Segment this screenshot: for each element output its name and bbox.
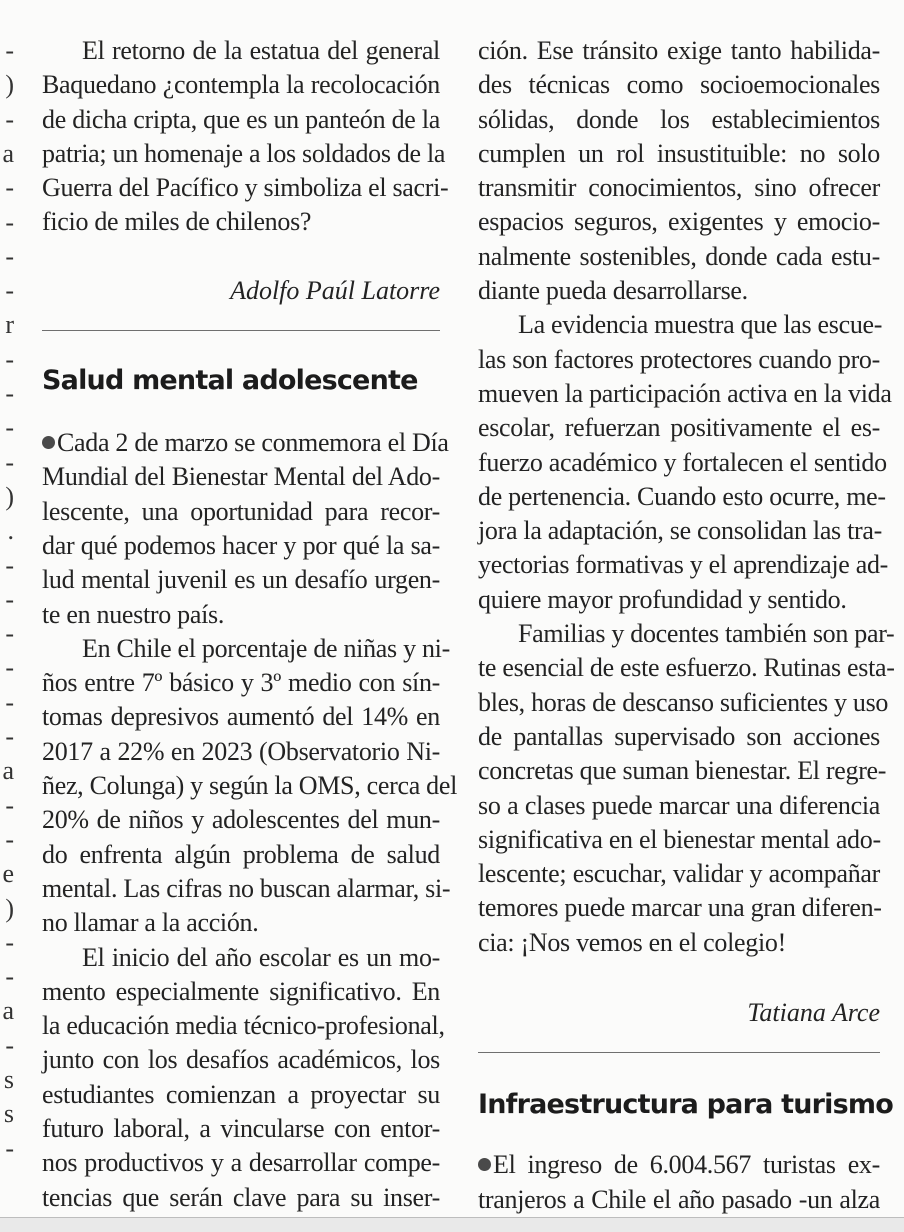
edge-fragment: -: [5, 653, 14, 683]
text-line: no llamar a la acción.: [42, 908, 259, 938]
text-line: de dicha cripta, que es un panteón de la: [42, 104, 440, 134]
text-line: de pantallas supervisado son acciones: [478, 721, 880, 751]
edge-fragment: ): [5, 893, 14, 923]
text-line: bles, horas de descanso suficientes y uso: [478, 687, 889, 717]
text-line: quiere mayor profundidad y sentido.: [478, 584, 847, 614]
text-line: nalmente sostenibles, donde cada estu-: [478, 241, 880, 271]
article-signature: Tatiana Arce: [747, 998, 880, 1028]
text-line: so a clases puede marcar una diferencia: [478, 790, 880, 820]
edge-fragment: ): [5, 70, 14, 100]
text-line: te esencial de este esfuerzo. Rutinas esta-: [478, 653, 895, 683]
edge-fragment: -: [5, 276, 14, 306]
text-line: patria; un homenaje a los soldados de la: [42, 138, 446, 168]
edge-fragment: -: [5, 344, 14, 374]
text-line: tranjeros a Chile el año pasado -un alza: [478, 1184, 880, 1214]
text-line: Mundial del Bienestar Mental del Ado-: [42, 462, 440, 492]
edge-fragment: s: [3, 1099, 14, 1129]
text-line: ños entre 7º básico y 3º medio con sín-: [42, 668, 440, 698]
text-line: te en nuestro país.: [42, 599, 225, 629]
text-line: tomas depresivos aumentó del 14% en: [42, 702, 440, 732]
text-line: mento especialmente significativo. En: [42, 976, 440, 1006]
edge-fragment: -: [5, 104, 14, 134]
edge-fragment: -: [5, 962, 14, 992]
article-infraestructura-turismo: [478, 1089, 893, 1217]
edge-fragment: -: [5, 790, 14, 820]
edge-fragment: -: [5, 722, 14, 751]
text-line: Baquedano ¿contempla la recolocación: [42, 70, 440, 100]
edge-fragment: -: [5, 207, 14, 237]
text-line: des técnicas como socioemocionales: [478, 70, 880, 100]
edge-fragment: -: [5, 241, 14, 271]
letter-baquedano: [42, 34, 449, 365]
edge-fragment: -: [5, 550, 14, 580]
bullet-icon: [478, 1158, 491, 1171]
edge-fragment: a: [2, 996, 14, 1026]
text-line: estudiantes comienzan a proyectar su: [42, 1079, 440, 1109]
text-line: ción. Ese tránsito exige tanto habilida-: [478, 36, 880, 65]
text-line: ñez, Colunga) y según la OMS, cerca del: [42, 771, 458, 801]
edge-fragment: -: [5, 1030, 14, 1060]
text-line: futuro laboral, a vincularse con entor-: [42, 1114, 440, 1144]
right-column: [478, 34, 895, 1217]
text-line: de pertenencia. Cuando esto ocurre, me-: [478, 481, 886, 511]
text-line: mental. Las cifras no buscan alarmar, si-: [42, 873, 451, 903]
edge-fragment: -: [5, 36, 14, 65]
text-line: El ingreso de 6.004.567 turistas ex-: [478, 1148, 880, 1182]
text-line: junto con los desafíos académicos, los: [42, 1045, 440, 1075]
text-line: Guerra del Pacífico y simboliza el sacri-: [42, 173, 449, 203]
bullet-icon: [42, 436, 55, 449]
page-bottom-edge: [0, 1217, 904, 1232]
text-line: yectorias formativas y el aprendizaje ad-: [478, 550, 888, 580]
text-line: fuerzo académico y fortalecen el sentido: [478, 447, 887, 477]
edge-fragment: s: [3, 1065, 14, 1094]
text-line: El inicio del año escolar es un mo-: [82, 942, 440, 972]
text-line: El retorno de la estatua del general: [82, 36, 440, 65]
text-line: mueven la participación activa en la vida: [478, 378, 892, 408]
edge-fragment: -: [5, 584, 14, 614]
text-line: lescente, una oportunidad para recor-: [42, 496, 440, 526]
edge-fragment: ): [5, 481, 14, 511]
previous-column-edge: [0, 0, 16, 1232]
edge-fragment: .: [7, 516, 14, 546]
text-line: espacios seguros, exigentes y emocio-: [478, 207, 880, 237]
text-line: significativa en el bienestar mental ado-: [478, 824, 881, 854]
text-line: Cada 2 de marzo se conmemora el Día: [42, 426, 440, 460]
edge-fragment: -: [5, 824, 14, 854]
edge-fragment: -: [5, 619, 14, 649]
text-line: escolar, refuerzan positivamente el es-: [478, 413, 880, 443]
edge-fragment: -: [5, 687, 14, 717]
text-line: sólidas, donde los establecimientos: [478, 104, 880, 134]
text-line: lescente; escuchar, validar y acompañar: [478, 859, 880, 889]
text-line: concretas que suman bienestar. El regre-: [478, 756, 887, 786]
edge-fragment: a: [2, 138, 14, 168]
text-line: cumplen un rol insustituible: no solo: [478, 138, 880, 168]
article-salud-mental: [42, 365, 458, 1215]
text-line: temores puede marcar una gran diferen-: [478, 893, 882, 923]
text-line: 2017 a 22% en 2023 (Observatorio Ni-: [42, 736, 440, 766]
text-line: dar qué podemos hacer y por qué la sa-: [42, 530, 440, 560]
edge-fragment: -: [5, 379, 14, 408]
text-line: En Chile el porcentaje de niñas y ni-: [82, 633, 450, 663]
text-line: tencias que serán clave para su inser-: [42, 1182, 440, 1212]
article-title: Salud mental adolescente: [42, 365, 418, 397]
text-line: 20% de niños y adolescentes del mun-: [42, 805, 440, 835]
text-line: lud mental juvenil es un desafío urgen-: [42, 565, 440, 595]
edge-fragment: e: [2, 859, 14, 889]
article-title: Infraestructura para turismo: [478, 1089, 893, 1121]
edge-fragment: r: [5, 310, 14, 340]
text-line: jora la adaptación, se consolidan las tra-: [478, 516, 882, 546]
text-line: cia: ¡Nos vemos en el colegio!: [478, 927, 786, 957]
text-line: las son factores protectores cuando pro-: [478, 344, 880, 374]
text-line: Familias y docentes también son par-: [518, 619, 895, 649]
text-line: la educación media técnico-profesional,: [42, 1011, 445, 1041]
left-column: [42, 34, 458, 1215]
text-line: transmitir conocimientos, sino ofrecer: [478, 173, 880, 203]
edge-fragment: -: [5, 447, 14, 477]
edge-fragment: -: [5, 1133, 14, 1163]
letter-signature: Adolfo Paúl Latorre: [230, 275, 440, 305]
edge-fragment: -: [5, 173, 14, 203]
text-line: ficio de miles de chilenos?: [42, 207, 312, 237]
text-line: La evidencia muestra que las escue-: [518, 310, 883, 340]
edge-fragment: -: [5, 927, 14, 957]
edge-fragment: -: [5, 413, 14, 443]
edge-fragment: a: [2, 756, 14, 786]
text-line: nos productivos y a desarrollar compe-: [42, 1148, 440, 1178]
text-line: do enfrenta algún problema de salud: [42, 839, 440, 869]
text-line: diante pueda desarrollarse.: [478, 276, 748, 306]
article-salud-mental-continued: [478, 34, 895, 1089]
